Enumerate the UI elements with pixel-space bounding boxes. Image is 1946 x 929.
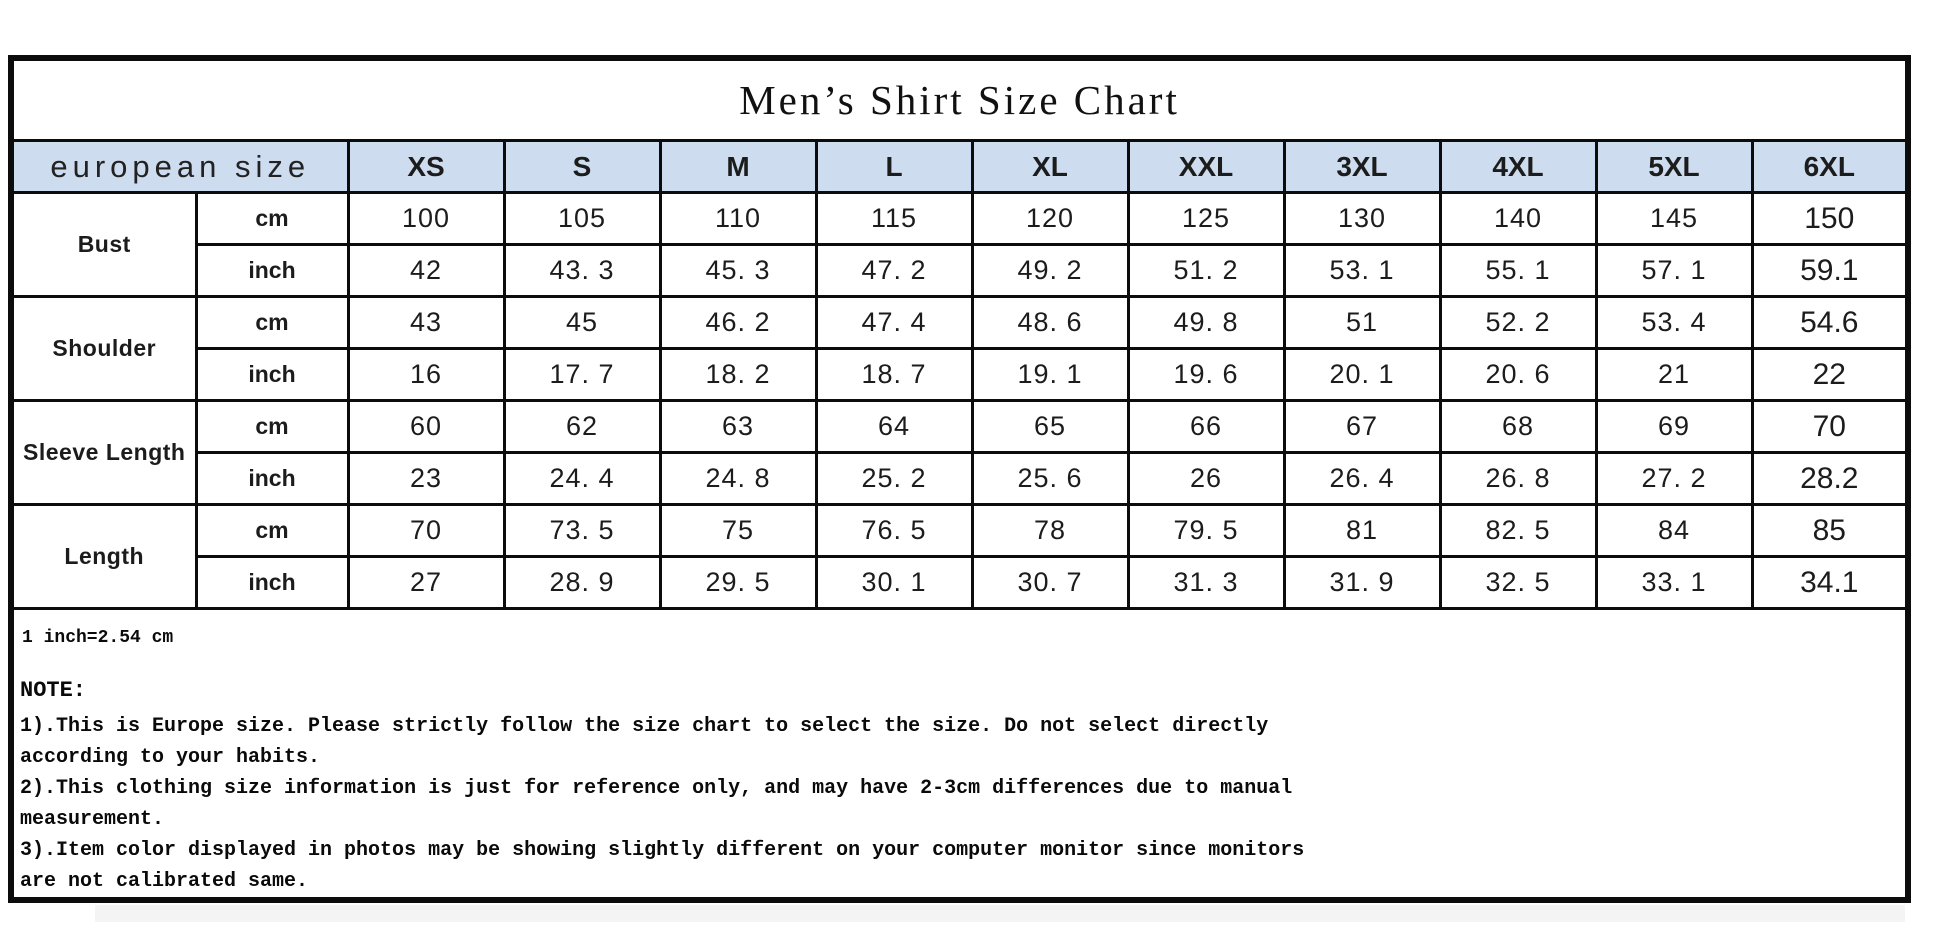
value-cell: 49. 8 xyxy=(1128,297,1284,349)
value-cell: 150 xyxy=(1752,193,1908,245)
value-cell: 59.1 xyxy=(1752,245,1908,297)
inch-conversion-note: 1 inch=2.54 cm xyxy=(22,628,174,648)
value-cell: 19. 6 xyxy=(1128,349,1284,401)
value-cell: 22 xyxy=(1752,349,1908,401)
value-cell: 73. 5 xyxy=(504,505,660,557)
unit-cell-cm: cm xyxy=(196,297,348,349)
value-cell: 20. 6 xyxy=(1440,349,1596,401)
sleeve-cm-row xyxy=(11,401,1908,453)
value-cell: 53. 4 xyxy=(1596,297,1752,349)
value-cell: 29. 5 xyxy=(660,557,816,609)
value-cell: 28. 9 xyxy=(504,557,660,609)
size-header-4xl: 4XL xyxy=(1440,141,1596,193)
value-cell: 43. 3 xyxy=(504,245,660,297)
value-cell: 28.2 xyxy=(1752,453,1908,505)
value-cell: 19. 1 xyxy=(972,349,1128,401)
value-cell: 65 xyxy=(972,401,1128,453)
value-cell: 26. 4 xyxy=(1284,453,1440,505)
value-cell: 47. 4 xyxy=(816,297,972,349)
value-cell: 23 xyxy=(348,453,504,505)
value-cell: 64 xyxy=(816,401,972,453)
value-cell: 49. 2 xyxy=(972,245,1128,297)
value-cell: 69 xyxy=(1596,401,1752,453)
size-header-6xl: 6XL xyxy=(1752,141,1908,193)
value-cell: 18. 2 xyxy=(660,349,816,401)
value-cell: 70 xyxy=(348,505,504,557)
size-header-m: M xyxy=(660,141,816,193)
size-header-l: L xyxy=(816,141,972,193)
length-inch-row xyxy=(11,557,1908,609)
value-cell: 16 xyxy=(348,349,504,401)
value-cell: 110 xyxy=(660,193,816,245)
notes-section xyxy=(11,609,1908,901)
value-cell: 18. 7 xyxy=(816,349,972,401)
size-header-row xyxy=(11,141,1908,193)
value-cell: 42 xyxy=(348,245,504,297)
value-cell: 25. 6 xyxy=(972,453,1128,505)
value-cell: 67 xyxy=(1284,401,1440,453)
note-line: measurement. xyxy=(20,808,165,831)
note-line: 3).Item color displayed in photos may be showing slightly different on your computer monitor since monitors xyxy=(20,839,1305,862)
value-cell: 55. 1 xyxy=(1440,245,1596,297)
value-cell: 25. 2 xyxy=(816,453,972,505)
value-cell: 17. 7 xyxy=(504,349,660,401)
value-cell: 54.6 xyxy=(1752,297,1908,349)
value-cell: 79. 5 xyxy=(1128,505,1284,557)
value-cell: 30. 7 xyxy=(972,557,1128,609)
value-cell: 45 xyxy=(504,297,660,349)
note-heading: NOTE: xyxy=(20,678,87,703)
size-header-5xl: 5XL xyxy=(1596,141,1752,193)
corner-label: european size xyxy=(11,141,348,193)
shoulder-inch-row xyxy=(11,349,1908,401)
scan-artifact-strip xyxy=(95,905,1905,922)
value-cell: 60 xyxy=(348,401,504,453)
value-cell: 78 xyxy=(972,505,1128,557)
value-cell: 66 xyxy=(1128,401,1284,453)
note-line: are not calibrated same. xyxy=(20,870,309,893)
value-cell: 30. 1 xyxy=(816,557,972,609)
unit-cell-inch: inch xyxy=(196,453,348,505)
value-cell: 53. 1 xyxy=(1284,245,1440,297)
sleeve-inch-row xyxy=(11,453,1908,505)
value-cell: 21 xyxy=(1596,349,1752,401)
unit-cell-inch: inch xyxy=(196,245,348,297)
value-cell: 24. 8 xyxy=(660,453,816,505)
value-cell: 45. 3 xyxy=(660,245,816,297)
bust-inch-row xyxy=(11,245,1908,297)
row-label-sleeve-length: Sleeve Length xyxy=(11,401,196,505)
value-cell: 84 xyxy=(1596,505,1752,557)
value-cell: 46. 2 xyxy=(660,297,816,349)
bust-cm-row xyxy=(11,193,1908,245)
value-cell: 51. 2 xyxy=(1128,245,1284,297)
value-cell: 76. 5 xyxy=(816,505,972,557)
length-cm-row xyxy=(11,505,1908,557)
shoulder-cm-row xyxy=(11,297,1908,349)
value-cell: 140 xyxy=(1440,193,1596,245)
notes-row xyxy=(11,609,1908,901)
note-line: according to your habits. xyxy=(20,746,321,769)
value-cell: 57. 1 xyxy=(1596,245,1752,297)
value-cell: 70 xyxy=(1752,401,1908,453)
unit-cell-cm: cm xyxy=(196,401,348,453)
row-label-bust: Bust xyxy=(11,193,196,297)
value-cell: 27. 2 xyxy=(1596,453,1752,505)
size-header-s: S xyxy=(504,141,660,193)
row-label-shoulder: Shoulder xyxy=(11,297,196,401)
size-header-xs: XS xyxy=(348,141,504,193)
value-cell: 125 xyxy=(1128,193,1284,245)
value-cell: 52. 2 xyxy=(1440,297,1596,349)
value-cell: 63 xyxy=(660,401,816,453)
value-cell: 20. 1 xyxy=(1284,349,1440,401)
value-cell: 32. 5 xyxy=(1440,557,1596,609)
value-cell: 26 xyxy=(1128,453,1284,505)
unit-cell-inch: inch xyxy=(196,557,348,609)
note-line: 1).This is Europe size. Please strictly follow the size chart to select the size. Do not select directly xyxy=(20,715,1269,738)
unit-cell-inch: inch xyxy=(196,349,348,401)
size-header-xl: XL xyxy=(972,141,1128,193)
value-cell: 33. 1 xyxy=(1596,557,1752,609)
value-cell: 62 xyxy=(504,401,660,453)
value-cell: 31. 3 xyxy=(1128,557,1284,609)
value-cell: 34.1 xyxy=(1752,557,1908,609)
value-cell: 120 xyxy=(972,193,1128,245)
title-row xyxy=(11,58,1908,141)
size-header-xxl: XXL xyxy=(1128,141,1284,193)
value-cell: 43 xyxy=(348,297,504,349)
note-line: 2).This clothing size information is just for reference only, and may have 2-3cm differences due to manual xyxy=(20,777,1293,800)
value-cell: 75 xyxy=(660,505,816,557)
value-cell: 105 xyxy=(504,193,660,245)
value-cell: 24. 4 xyxy=(504,453,660,505)
value-cell: 26. 8 xyxy=(1440,453,1596,505)
value-cell: 68 xyxy=(1440,401,1596,453)
value-cell: 27 xyxy=(348,557,504,609)
value-cell: 100 xyxy=(348,193,504,245)
value-cell: 51 xyxy=(1284,297,1440,349)
value-cell: 81 xyxy=(1284,505,1440,557)
page-title: Men’s Shirt Size Chart xyxy=(11,58,1908,141)
value-cell: 145 xyxy=(1596,193,1752,245)
size-header-3xl: 3XL xyxy=(1284,141,1440,193)
value-cell: 48. 6 xyxy=(972,297,1128,349)
value-cell: 85 xyxy=(1752,505,1908,557)
value-cell: 82. 5 xyxy=(1440,505,1596,557)
value-cell: 130 xyxy=(1284,193,1440,245)
value-cell: 47. 2 xyxy=(816,245,972,297)
unit-cell-cm: cm xyxy=(196,193,348,245)
value-cell: 31. 9 xyxy=(1284,557,1440,609)
unit-cell-cm: cm xyxy=(196,505,348,557)
row-label-length: Length xyxy=(11,505,196,609)
size-chart-table xyxy=(8,55,1911,903)
value-cell: 115 xyxy=(816,193,972,245)
